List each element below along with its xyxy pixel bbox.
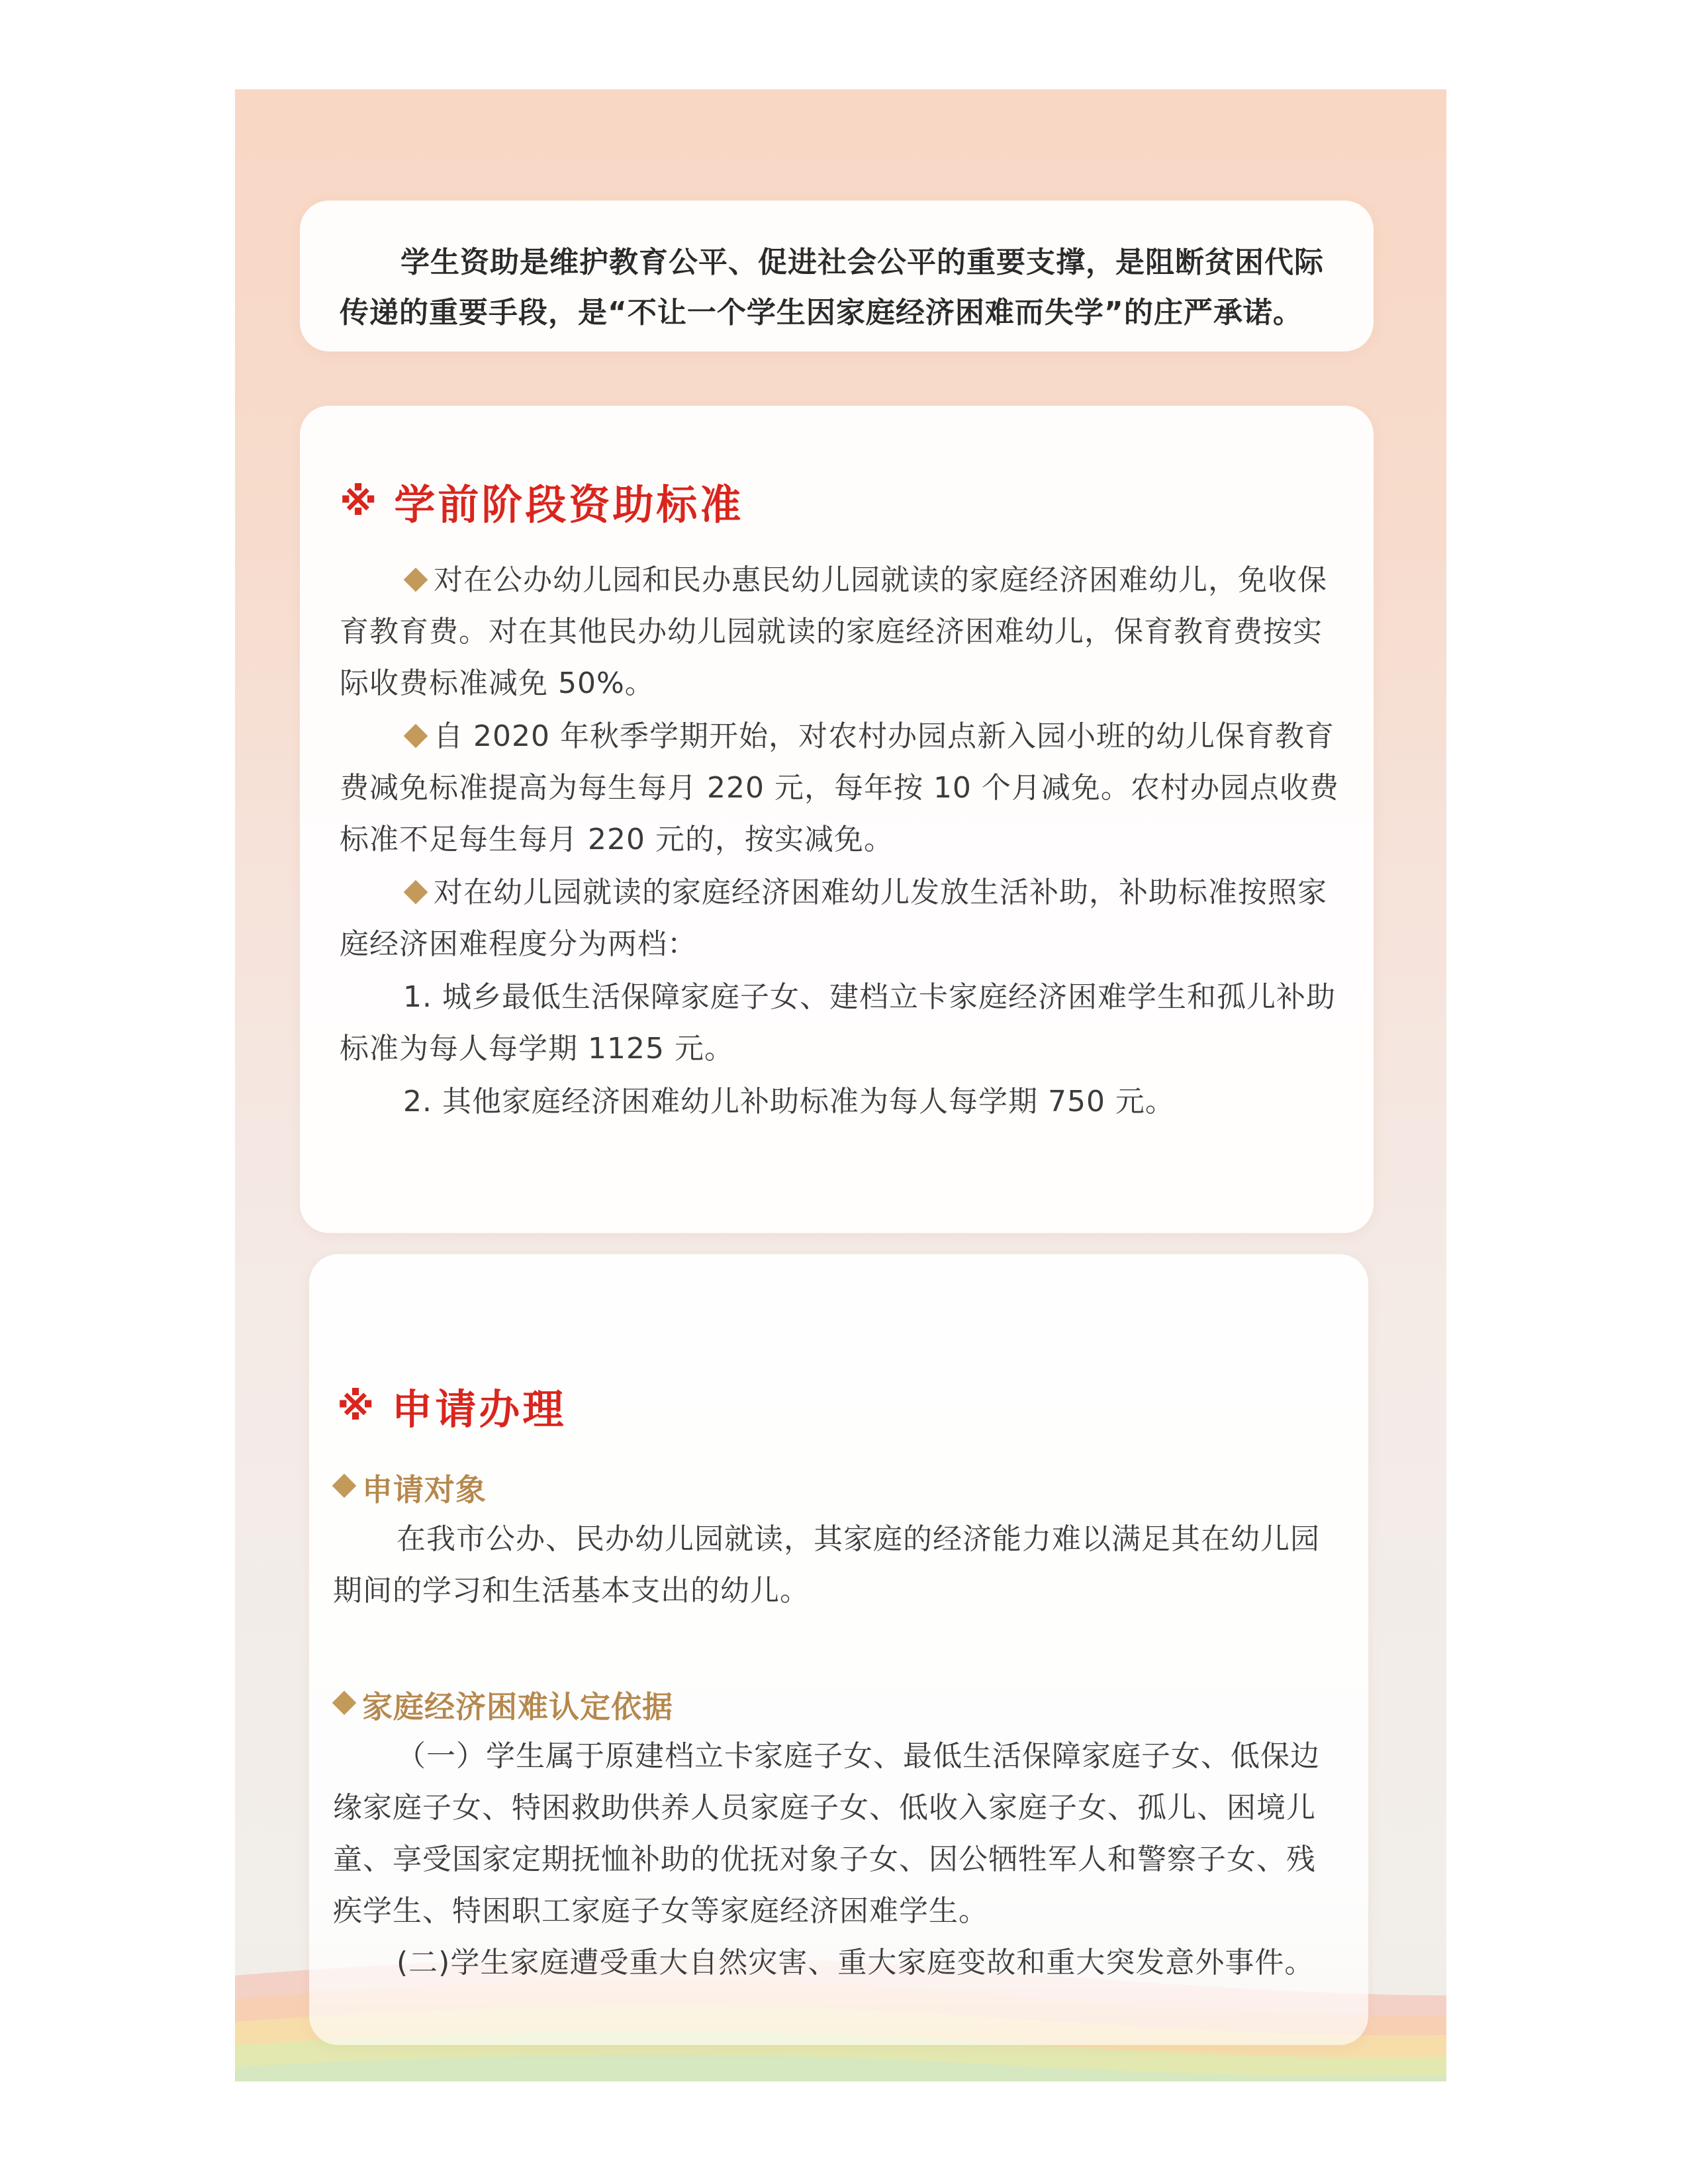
applicants-text: 在我市公办、民办幼儿园就读，其家庭的经济能力难以满足其在幼儿园期间的学习和生活基本支出的幼儿。 [333,1522,1320,1608]
list-item: 2. 其他家庭经济困难幼儿补助标准为每人每学期 750 元。 [403,1085,1175,1118]
section-title-text: 申请办理 [391,1385,567,1433]
list-item: 1. 城乡最低生活保障家庭子女、建档立卡家庭经济困难学生和孤儿补助标准为每人每学期 1125 元。 [340,980,1336,1066]
subheading-applicants: 申请对象 [333,1466,487,1510]
section-title [340,472,743,531]
bullet-paragraph: 对在公办幼儿园和民办惠民幼儿园就读的家庭经济困难幼儿，免收保育教育费。对在其他民办幼儿园就读的家庭经济困难幼儿，保育教育费按实际收费标准减免 50%。 [340,563,1327,700]
diamond-bullet-icon [332,1691,357,1715]
section-title-text: 学前阶段资助标准 [394,480,744,529]
subheading-criteria: 家庭经济困难认定依据 [333,1683,673,1727]
reference-mark-icon: ※ [337,1383,377,1429]
preschool-aid-card [300,406,1374,1233]
brochure-page [235,89,1446,2081]
diamond-bullet-icon [404,880,428,905]
section-title [337,1377,566,1435]
application-card [309,1254,1368,2045]
diamond-bullet-icon [404,568,428,592]
diamond-bullet-icon [332,1474,357,1498]
intro-text: 学生资助是维护教育公平、促进社会公平的重要支撑，是阻断贫困代际传递的重要手段，是“不让一个学生因家庭经济困难而失学”的庄严承诺。 [340,246,1324,330]
bullet-paragraph: 自 2020 年秋季学期开始，对农村办园点新入园小班的幼儿保育教育费减免标准提高为每生每月 220 元，每年按 10 个月减免。农村办园点收费标准不足每生每月 220 元的，按实减免。 [340,719,1339,856]
criteria-item: （一）学生属于原建档立卡家庭子女、最低生活保障家庭子女、低保边缘家庭子女、特困救助供养人员家庭子女、低收入家庭子女、孤儿、困境儿童、享受国家定期抚恤补助的优抚对象子女、因公牺牲军人和警察子女、残疾学生、特困职工家庭子女等家庭经济困难学生。 [333,1739,1320,1928]
bullet-paragraph: 对在幼儿园就读的家庭经济困难幼儿发放生活补助，补助标准按照家庭经济困难程度分为两档： [340,876,1327,961]
reference-mark-icon: ※ [340,478,380,524]
diamond-bullet-icon [404,724,428,749]
intro-card [300,201,1374,351]
criteria-item: (二)学生家庭遭受重大自然灾害、重大家庭变故和重大突发意外事件。 [397,1946,1315,1979]
